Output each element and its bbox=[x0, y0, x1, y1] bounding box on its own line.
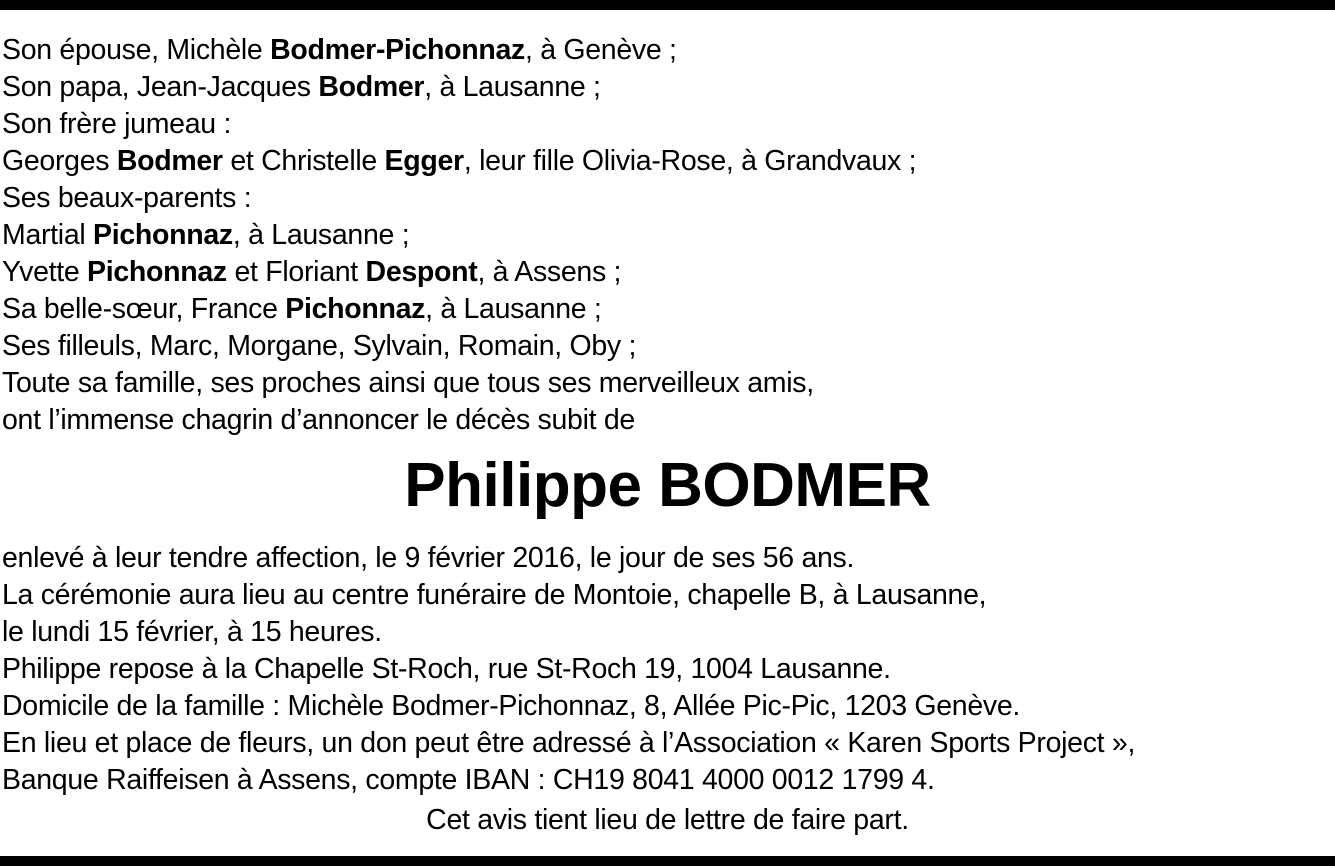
closing-note: Cet avis tient lieu de lettre de faire part. bbox=[426, 804, 909, 836]
family-line: Son papa, Jean-Jacques Bodmer, à Lausanne ; bbox=[2, 71, 601, 103]
detail-line: Banque Raiffeisen à Assens, compte IBAN : CH19 8041 4000 0012 1799 4. bbox=[2, 764, 935, 796]
detail-line: Domicile de la famille : Michèle Bodmer-Pichonnaz, 8, Allée Pic-Pic, 1203 Genève. bbox=[2, 690, 1021, 722]
family-line: Ses filleuls, Marc, Morgane, Sylvain, Romain, Oby ; bbox=[2, 330, 637, 362]
family-line: Son épouse, Michèle Bodmer-Pichonnaz, à Genève ; bbox=[2, 34, 677, 66]
announcement-details bbox=[2, 540, 1335, 799]
deceased-name: Philippe BODMER bbox=[404, 451, 931, 520]
family-line: Sa belle-sœur, France Pichonnaz, à Lausanne ; bbox=[2, 293, 602, 325]
family-line: Son frère jumeau : bbox=[2, 108, 232, 140]
family-line: Georges Bodmer et Christelle Egger, leur fille Olivia-Rose, à Grandvaux ; bbox=[2, 145, 917, 177]
detail-line: Philippe repose à la Chapelle St-Roch, rue St-Roch 19, 1004 Lausanne. bbox=[2, 653, 891, 685]
detail-line: enlevé à leur tendre affection, le 9 février 2016, le jour de ses 56 ans. bbox=[2, 542, 855, 574]
top-border-rule bbox=[0, 0, 1335, 10]
detail-line: La cérémonie aura lieu au centre funéraire de Montoie, chapelle B, à Lausanne, bbox=[2, 579, 987, 611]
family-line: Yvette Pichonnaz et Floriant Despont, à Assens ; bbox=[2, 256, 622, 288]
family-announcement bbox=[2, 32, 1335, 439]
family-line: ont l’immense chagrin d’annoncer le décès subit de bbox=[2, 404, 635, 436]
family-line: Toute sa famille, ses proches ainsi que tous ses merveilleux amis, bbox=[2, 367, 814, 399]
family-line: Martial Pichonnaz, à Lausanne ; bbox=[2, 219, 410, 251]
bottom-border-rule bbox=[0, 856, 1335, 866]
detail-line: le lundi 15 février, à 15 heures. bbox=[2, 616, 382, 648]
family-line: Ses beaux-parents : bbox=[2, 182, 252, 214]
detail-line: En lieu et place de fleurs, un don peut être adressé à l’Association « Karen Sports Project », bbox=[2, 727, 1136, 759]
